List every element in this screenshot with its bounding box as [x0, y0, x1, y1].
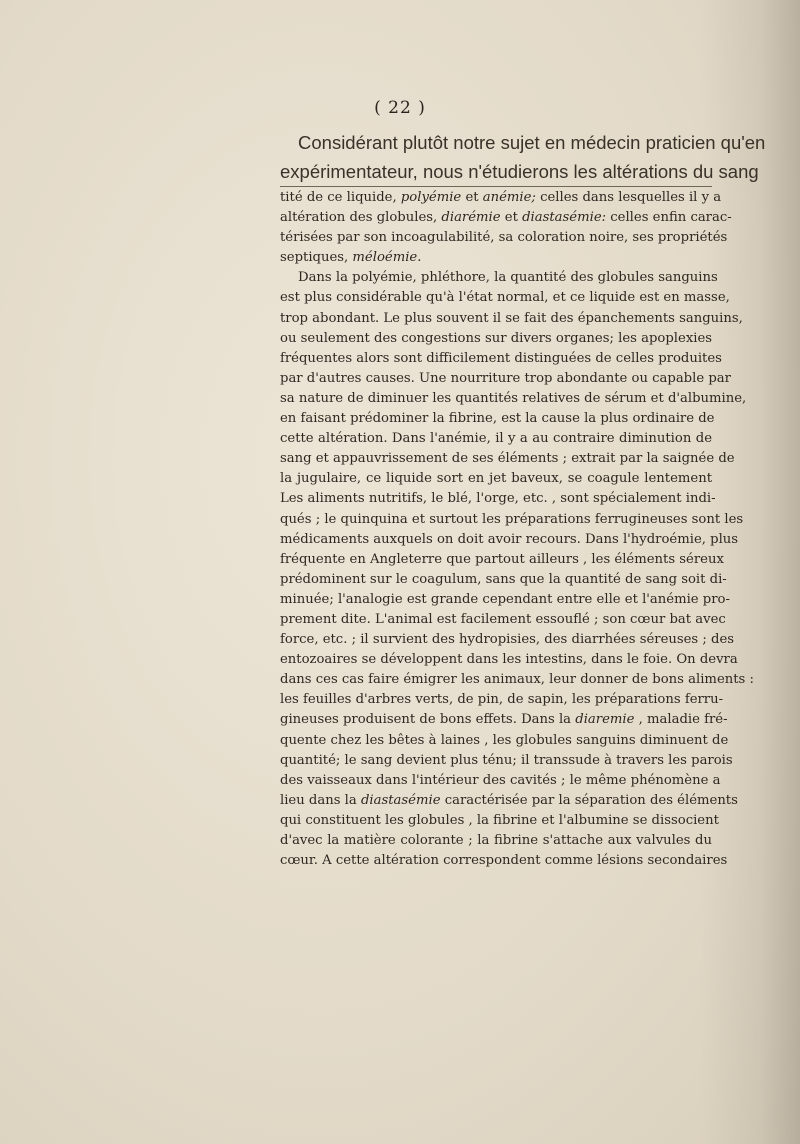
page-number: ( 22 ) [374, 98, 426, 118]
italic-term: diaremie [575, 712, 635, 728]
preceding-paragraph-fragment [280, 128, 766, 186]
italic-term: diarémie [441, 210, 501, 226]
text-line: ou seulement des congestions sur divers organes; les apoplexies [280, 330, 713, 346]
italic-term: diastasémie [360, 792, 441, 808]
text-line: tité de ce liquide, polyémie et anémie; celles dans lesquelles il y a [280, 190, 722, 205]
text-line: sa nature de diminuer les quantités relatives de sérum et d'albumine, [280, 390, 747, 406]
text-line: térisées par son incoagulabilité, sa coloration noire, ses propriétés [280, 230, 728, 246]
italic-term: méloémie. [352, 250, 422, 266]
text-line: cette altération. Dans l'anémie, il y a au contraire diminution de [280, 431, 712, 447]
text-line: gineuses produisent de bons effets. Dans la diaremie , maladie fré- [280, 712, 728, 728]
text-line: lieu dans la diastasémie caractérisée par la séparation des éléments [280, 792, 738, 808]
text-line: fréquente en Angleterre que partout ailleurs , les éléments séreux [280, 551, 724, 567]
header-line: expérimentateur, nous n'étudierons les altérations du sang [280, 161, 759, 182]
italic-term: polyémie [400, 190, 462, 205]
text-line: qués ; le quinquina et surtout les préparations ferrugineuses sont les [280, 511, 744, 527]
text-line: minuée; l'analogie est grande cependant entre elle et l'anémie pro- [280, 591, 730, 607]
text-line: trop abondant. Le plus souvent il se fait des épanchements sanguins, [280, 310, 743, 326]
text-line: sang et appauvrissement de ses éléments ; extrait par la saignée de [280, 451, 735, 467]
text-line: qui constituent les globules , la fibrine et l'albumine se dissocient [280, 812, 719, 828]
text-line: des vaisseaux dans l'intérieur des cavités ; le même phénomène a [280, 772, 721, 788]
text-line: fréquentes alors sont difficilement distinguées de celles produites [280, 350, 722, 366]
text-line: dans ces cas faire émigrer les animaux, leur donner de bons aliments : [280, 672, 754, 688]
text-line: entozoaires se développent dans les intestins, dans le foie. On devra [280, 652, 738, 668]
horizontal-divider [280, 186, 712, 187]
text-line: altération des globules, diarémie et diastasémie: celles enfin carac- [280, 210, 732, 226]
text-line: cœur. A cette altération correspondent comme lésions secondaires [280, 853, 728, 869]
text-line: médicaments auxquels on doit avoir recours. Dans l'hydroémie, plus [280, 531, 739, 547]
italic-term: anémie; [482, 190, 536, 205]
text-line: la jugulaire, ce liquide sort en jet baveux, se coagule lentement [280, 471, 712, 487]
body-text-block [280, 188, 754, 871]
text-line: les feuilles d'arbres verts, de pin, de sapin, les préparations ferru- [280, 692, 724, 708]
text-line: quente chez les bêtes à laines , les globules sanguins diminuent de [280, 732, 729, 748]
text-line: d'avec la matière colorante ; la fibrine s'attache aux valvules du [280, 833, 712, 848]
header-line: Considérant plutôt notre sujet en médecin praticien qu'en [298, 132, 766, 153]
text-line: prement dite. L'animal est facilement essouflé ; son cœur bat avec [280, 611, 726, 627]
text-line: quantité; le sang devient plus ténu; il transsude à travers les parois [280, 752, 733, 768]
text-line: Les aliments nutritifs, le blé, l'orge, etc. , sont spécialement indi- [280, 491, 716, 507]
text-line: en faisant prédominer la fibrine, est la cause la plus ordinaire de [280, 411, 715, 427]
text-line: Dans la polyémie, phléthore, la quantité des globules sanguins [298, 270, 718, 286]
text-line: prédominent sur le coagulum, sans que la quantité de sang soit di- [280, 571, 727, 587]
text-line: force, etc. ; il survient des hydropisies, des diarrhées séreuses ; des [280, 632, 735, 648]
text-line: par d'autres causes. Une nourriture trop abondante ou capable par [280, 370, 731, 386]
text-line: septiques, méloémie. [280, 250, 422, 266]
text-line: est plus considérable qu'à l'état normal, et ce liquide est en masse, [280, 290, 730, 306]
italic-term: diastasémie: [522, 210, 607, 226]
